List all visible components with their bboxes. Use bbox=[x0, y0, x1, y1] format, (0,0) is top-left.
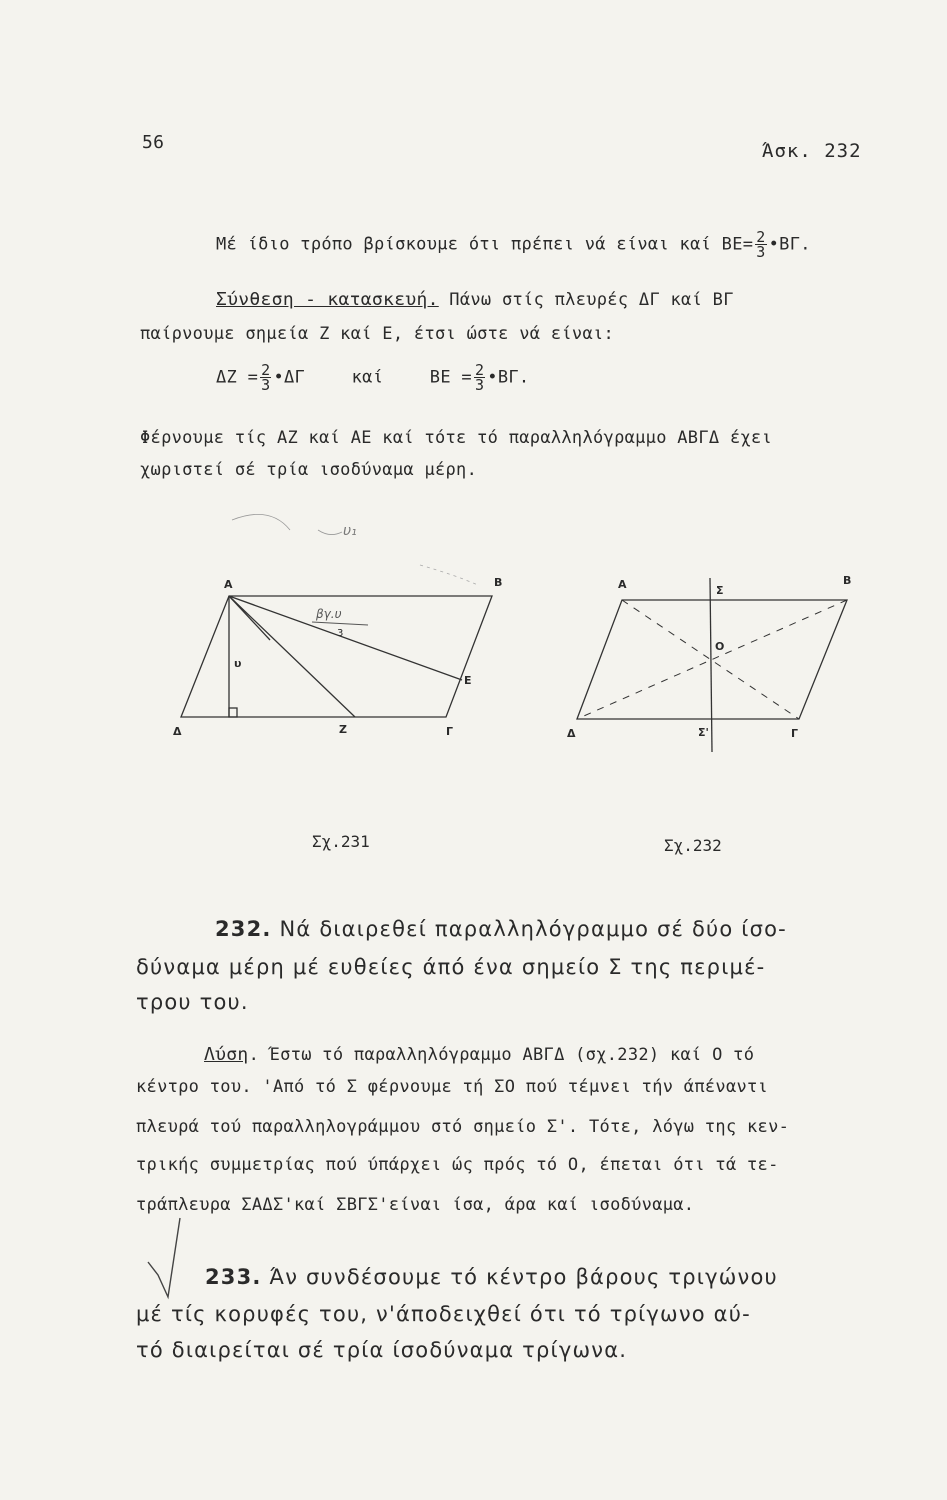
fraction-two-thirds: $\frac{2}{3}$ bbox=[756, 228, 766, 261]
fig231-label-a: A bbox=[224, 578, 233, 591]
solution-line-5: τράπλευρα ΣΑΔΣ'καί ΣΒΓΣ'είναι ίσα, άρα καί ισοδύναμα. bbox=[136, 1195, 695, 1215]
fig231-label-e: E bbox=[464, 674, 472, 687]
solution-line-3: πλευρά τού παραλληλογράμμου στό σημείο Σ'. Τότε, λόγω της κεν- bbox=[136, 1117, 790, 1137]
solution-line-2: κέντρο του. 'Από τό Σ φέρνουμε τή ΣΟ πού τέμνει τήν άπέναντι bbox=[136, 1077, 769, 1097]
problem-233-number: 233. bbox=[205, 1265, 262, 1289]
problem-233-line-1: 233. Άν συνδέσουμε τό κέντρο βάρους τριγώνου bbox=[205, 1265, 778, 1289]
synthesis-line: Σύνθεση - κατασκευή. Πάνω στίς πλευρές ΔΓ καί ΒΓ bbox=[216, 289, 734, 310]
fig231-pencil-u: υ₁ bbox=[343, 523, 357, 539]
caption-fig-231: Σχ.231 bbox=[312, 832, 370, 851]
solution-title: Λύση bbox=[204, 1044, 249, 1065]
intro-line-6: χωριστεί σέ τρία ισοδύναμα μέρη. bbox=[140, 460, 478, 480]
fig232-label-s: Σ bbox=[716, 584, 724, 597]
fig231-label-z: Z bbox=[339, 723, 347, 736]
fig232-label-s-prime: Σ' bbox=[698, 726, 709, 739]
fig232-label-d: Δ bbox=[567, 727, 576, 740]
fig231-annotation-bg-u: βγ.υ bbox=[316, 607, 342, 621]
fig231-label-b: B bbox=[494, 576, 503, 589]
fig231-label-u: υ bbox=[234, 657, 242, 670]
intro-line-5: Φέρνουμε τίς ΑΖ καί ΑΕ καί τότε τό παραλληλόγραμμο ΑΒΓΔ έχει bbox=[140, 428, 773, 448]
fig231-label-d: Δ bbox=[173, 725, 182, 738]
synthesis-title: Σύνθεση - κατασκευή. bbox=[216, 289, 439, 310]
problem-232-number: 232. bbox=[215, 917, 272, 941]
fig232-label-g: Γ bbox=[791, 727, 799, 740]
fig232-label-b: B bbox=[843, 574, 852, 587]
problem-232-line-2: δύναμα μέρη μέ ευθείες άπό ένα σημείο Σ της περιμέ- bbox=[136, 955, 766, 979]
page-number: 56 bbox=[142, 132, 165, 153]
solution-line-1: Λύση. Έστω τό παραλληλόγραμμο ΑΒΓΔ (σχ.232) καί Ο τό bbox=[204, 1044, 755, 1065]
problem-232-line-3: τρου του. bbox=[136, 990, 249, 1014]
solution-line-4: τρικής συμμετρίας πού ύπάρχει ώς πρός τό Ο, έπεται ότι τά τε- bbox=[136, 1155, 779, 1175]
fig232-label-a: A bbox=[618, 578, 627, 591]
equation-line: ΔΖ = $\frac{2}{3}$ •ΔΓ καί ΒΕ = $\frac{2}{3}$ •ΒΓ. bbox=[216, 361, 530, 394]
problem-232-line-1: 232. Νά διαιρεθεί παραλληλόγραμμο σέ δύο ίσο- bbox=[215, 917, 787, 941]
problem-233-line-2: μέ τίς κορυφές του, ν'άποδειχθεί ότι τό τρίγωνο αύ- bbox=[136, 1302, 751, 1326]
problem-233-line-3: τό διαιρείται σέ τρία ίσοδύναμα τρίγωνα. bbox=[136, 1338, 628, 1362]
fig232-label-o: O bbox=[715, 640, 725, 653]
section-reference: Άσκ. 232 bbox=[762, 140, 862, 162]
fig231-label-g: Γ bbox=[446, 725, 454, 738]
intro-line-3: παίρνουμε σημεία Ζ καί Ε, έτσι ώστε νά είναι: bbox=[140, 324, 615, 344]
intro-line-1: Μέ ίδιο τρόπο βρίσκουμε ότι πρέπει νά είναι καί ΒΕ= $\frac{2}{3}$ •ΒΓ. bbox=[216, 228, 811, 261]
fig231-annotation-three: 3 bbox=[337, 628, 344, 639]
caption-fig-232: Σχ.232 bbox=[664, 836, 722, 855]
